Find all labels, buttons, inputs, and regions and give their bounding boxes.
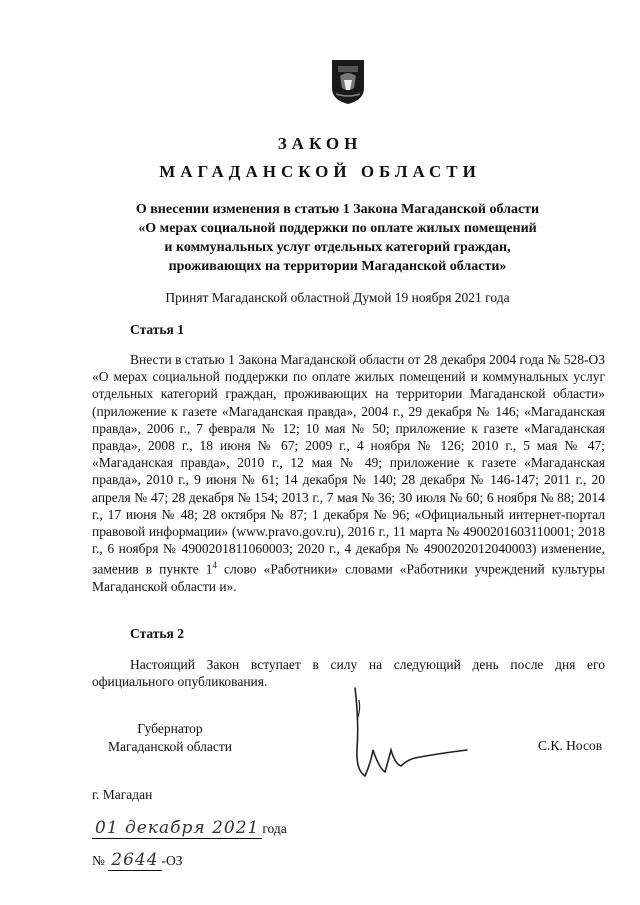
signatory-name: С.К. Носов [538,738,603,753]
handwritten-signature [345,680,475,790]
heading-line: проживающих на территории Магаданской области» [168,259,507,274]
signatory-position [105,720,235,756]
article-1-title: Статья 1 [130,322,184,337]
coat-of-arms-emblem [330,58,366,106]
handwritten-date: 01 декабря 2021 [92,818,262,839]
date-suffix: года [262,821,287,836]
article-1-body: Внести в статью 1 Закона Магаданской области от 28 декабря 2004 года № 528-ОЗ «О мерах социальной поддержки по оплате жилых помещений и коммунальных услуг отдельных категорий граждан, проживающих на территории Магаданской области» (приложение к газете «Магаданская правда», 2004 г., 29 декабря № 146; «Магаданская правда», 2006 г., 7 февраля № 12; 10 мая № 50; приложение к газете «Магаданская правда», 2008 г., 18 июня № 67; 2009 г., 4 ноября № 126; 2010 г., 5 мая № 47; «Магаданская правда», 2010 г., 12 мая № 49; приложение к газете «Магаданская правда», 2010 г., 9 июня № 61; 14 декабря № 140; 28 декабря № 146-147; 2011 г., 20 апреля № 47; 28 декабря № 154; 2013 г., 7 мая № 36; 30 июля № 60; 6 ноября № 88; 2014 г., 17 июня № 48; 28 октября № 87; 1 декабря № 96; «Официальный интернет-портал правовой информации» (www.pravo.gov.ru), 2016 г., 11 марта № 4900201603110001; 2018 г., 6 ноября № 4900201811060003; 2020 г., 4 декабря № 4900202012040003) изменение, заменив в пункте 1 [92,352,605,577]
law-number [92,850,183,871]
heading-line: О внесении изменения в статью 1 Закона Магаданской области [135,202,540,217]
position-line: Губернатор [137,721,203,736]
signing-date [92,818,287,839]
article-2-title: Статья 2 [130,626,184,641]
adoption-note: Принят Магаданской областной Думой 19 ноября 2021 года [165,290,510,305]
heading-line: и коммунальных услуг отдельных категорий граждан, [164,240,511,255]
law-title: ЗАКОН [277,134,363,153]
handwritten-number: 2644 [108,850,161,871]
article-2-text: Настоящий Закон вступает в силу на следующий день после дня его официального опубликования. [92,657,605,690]
heading-line: «О мерах социальной поддержки по оплате жилых помещений [138,221,537,236]
number-suffix: -ОЗ [161,853,183,868]
law-region-title: МАГАДАНСКОЙ ОБЛАСТИ [159,162,481,181]
article-1-superscript: 4 [212,560,217,571]
article-1-body-end: слово «Работники» словами «Работники учреждений культуры Магаданской области и». [92,561,606,595]
position-line: Магаданской области [108,739,232,754]
number-prefix: № [92,853,105,868]
article-1-text [92,351,605,595]
signing-city: г. Магадан [92,787,153,802]
law-heading [100,200,575,276]
